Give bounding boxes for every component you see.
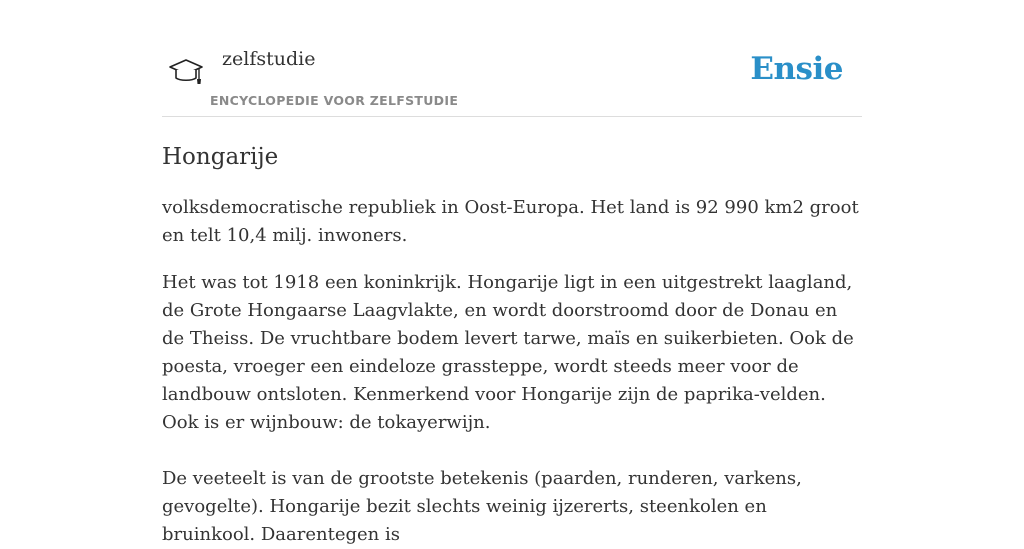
brand-logo-link[interactable]: Ensie — [750, 51, 843, 87]
site-name[interactable]: zelfstudie — [222, 48, 316, 70]
article-paragraph: De veeteelt is van de grootste betekenis (paarden, runderen, varkens, gevogelte). Hongarije bezit slechts weinig ijzererts, steenkolen en bruinkool. Daarentegen is — [162, 468, 802, 545]
page-title: Hongarije — [162, 144, 279, 170]
article-paragraph: Het was tot 1918 een koninkrijk. Hongarije ligt in een uitgestrekt laagland, de Grote Hongaarse Laagvlakte, en wordt doorstroomd door de Donau en de Theiss. De vruchtbare bodem levert tarwe, maïs en suikerbieten. Ook de poesta, vroeger een eindeloze grassteppe, wordt steeds meer voor de landbouw ontsloten. Kenmerkend voor Hongarije zijn de paprika-velden. Ook is er wijnbouw: de tokayerwijn. — [162, 272, 854, 433]
page-container — [162, 0, 862, 545]
article-paragraph: volksdemocratische republiek in Oost-Europa. Het land is 92 990 km2 groot en telt 10,4 milj. inwoners. — [162, 197, 859, 246]
graduation-cap-icon — [166, 53, 206, 89]
site-header — [162, 0, 862, 117]
site-logo[interactable] — [164, 51, 208, 91]
site-tagline: ENCYCLOPEDIE VOOR ZELFSTUDIE — [210, 93, 459, 108]
